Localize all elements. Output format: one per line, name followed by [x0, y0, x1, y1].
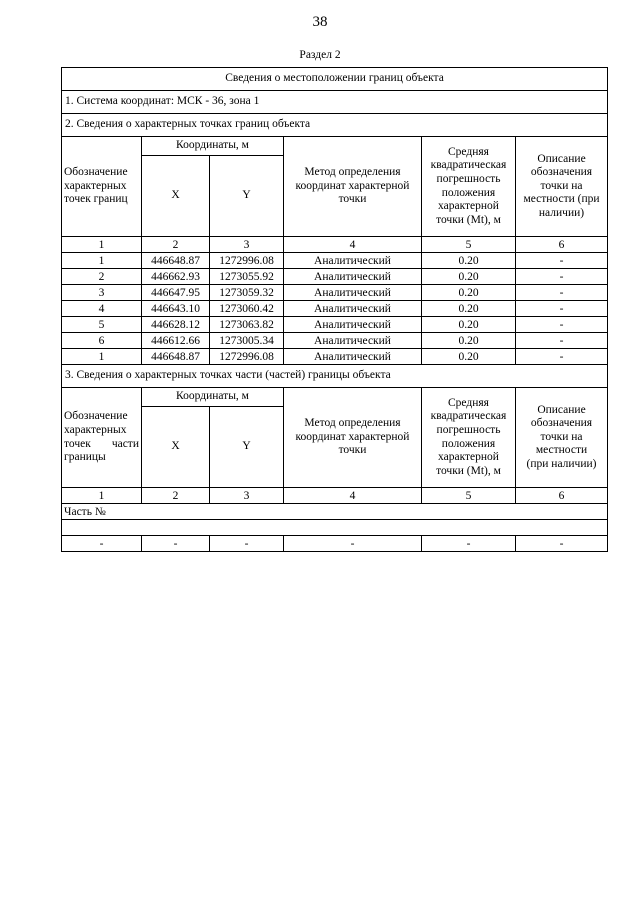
rmse-value: 0.20: [422, 349, 516, 365]
part1-column-numbers: [62, 237, 608, 253]
coord-x: 446628.12: [142, 317, 210, 333]
column-number: 1: [62, 488, 142, 504]
column-number: 3: [210, 237, 284, 253]
coord-y: 1273063.82: [210, 317, 284, 333]
description: -: [516, 301, 608, 317]
header-y: Y: [210, 407, 284, 488]
table-row: [62, 301, 608, 317]
method: Аналитический: [284, 301, 422, 317]
coord-x: -: [142, 536, 210, 552]
table-row: [62, 269, 608, 285]
description: -: [516, 333, 608, 349]
header-description: Описание обозначения точки на местности (при наличии): [516, 388, 608, 488]
coord-x: 446647.95: [142, 285, 210, 301]
rmse-value: 0.20: [422, 253, 516, 269]
column-number: 3: [210, 488, 284, 504]
coord-x: 446643.10: [142, 301, 210, 317]
part-label: Часть №: [62, 504, 608, 520]
coord-y: 1273055.92: [210, 269, 284, 285]
column-number: 4: [284, 237, 422, 253]
header-y: Y: [210, 156, 284, 237]
section-label: Раздел 2: [299, 49, 341, 61]
header-x: X: [142, 156, 210, 237]
rmse-value: -: [422, 536, 516, 552]
coord-y: 1273005.34: [210, 333, 284, 349]
description: -: [516, 349, 608, 365]
description: -: [516, 536, 608, 552]
header-designation: Обозначение характерных точек части границы: [62, 388, 142, 488]
coord-system-row: [62, 91, 608, 114]
part2-title-row: [62, 365, 608, 388]
part2-header-row-1: [62, 388, 608, 407]
method: Аналитический: [284, 269, 422, 285]
column-number: 2: [142, 237, 210, 253]
description: -: [516, 285, 608, 301]
point-id: 3: [62, 285, 142, 301]
header-rmse: Средняя квадратическая погрешность положения характерной точки (Mt), м: [422, 388, 516, 488]
method: Аналитический: [284, 349, 422, 365]
coord-y: -: [210, 536, 284, 552]
point-id: 2: [62, 269, 142, 285]
column-number: 5: [422, 488, 516, 504]
table-row: [62, 349, 608, 365]
header-coordinates: Координаты, м: [142, 388, 284, 407]
column-number: 6: [516, 237, 608, 253]
rmse-value: 0.20: [422, 301, 516, 317]
method: Аналитический: [284, 317, 422, 333]
header-method: Метод определения координат характерной точки: [284, 137, 422, 237]
table-title: Сведения о местоположении границ объекта: [62, 68, 608, 91]
rmse-value: 0.20: [422, 333, 516, 349]
header-x: X: [142, 407, 210, 488]
header-designation: Обозначение характерных точек границ: [62, 137, 142, 237]
description: -: [516, 269, 608, 285]
coord-y: 1272996.08: [210, 253, 284, 269]
description: -: [516, 317, 608, 333]
table-row: [62, 285, 608, 301]
blank-cell: [62, 520, 608, 536]
page-number: 38: [312, 14, 328, 30]
part-label-row: [62, 504, 608, 520]
coord-y: 1272996.08: [210, 349, 284, 365]
coord-y: 1273059.32: [210, 285, 284, 301]
table-row: [62, 253, 608, 269]
column-number: 6: [516, 488, 608, 504]
column-number: 2: [142, 488, 210, 504]
description: -: [516, 253, 608, 269]
rmse-value: 0.20: [422, 285, 516, 301]
coord-y: 1273060.42: [210, 301, 284, 317]
point-id: 4: [62, 301, 142, 317]
table-row: [62, 333, 608, 349]
coord-x: 446662.93: [142, 269, 210, 285]
column-number: 1: [62, 237, 142, 253]
part1-header-row-1: [62, 137, 608, 156]
part2-title: 3. Сведения о характерных точках части (частей) границы объекта: [62, 365, 608, 388]
part1-title: 2. Сведения о характерных точках границ объекта: [62, 114, 608, 137]
header-method: Метод определения координат характерной точки: [284, 388, 422, 488]
column-number: 5: [422, 237, 516, 253]
table-title-row: [62, 68, 608, 91]
rmse-value: 0.20: [422, 317, 516, 333]
blank-row: [62, 520, 608, 536]
point-id: 1: [62, 349, 142, 365]
method: -: [284, 536, 422, 552]
column-number: 4: [284, 488, 422, 504]
method: Аналитический: [284, 285, 422, 301]
point-id: 5: [62, 317, 142, 333]
point-id: -: [62, 536, 142, 552]
method: Аналитический: [284, 253, 422, 269]
boundary-table: [61, 67, 608, 552]
header-description: Описание обозначения точки на местности (при наличии): [516, 137, 608, 237]
header-coordinates: Координаты, м: [142, 137, 284, 156]
rmse-value: 0.20: [422, 269, 516, 285]
coord-x: 446648.87: [142, 253, 210, 269]
point-id: 1: [62, 253, 142, 269]
table-row: [62, 536, 608, 552]
coord-x: 446612.66: [142, 333, 210, 349]
table-row: [62, 317, 608, 333]
part2-column-numbers: [62, 488, 608, 504]
header-rmse: Средняя квадратическая погрешность положения характерной точки (Mt), м: [422, 137, 516, 237]
part1-title-row: [62, 114, 608, 137]
point-id: 6: [62, 333, 142, 349]
method: Аналитический: [284, 333, 422, 349]
coord-x: 446648.87: [142, 349, 210, 365]
coord-system: 1. Система координат: МСК - 36, зона 1: [62, 91, 608, 114]
